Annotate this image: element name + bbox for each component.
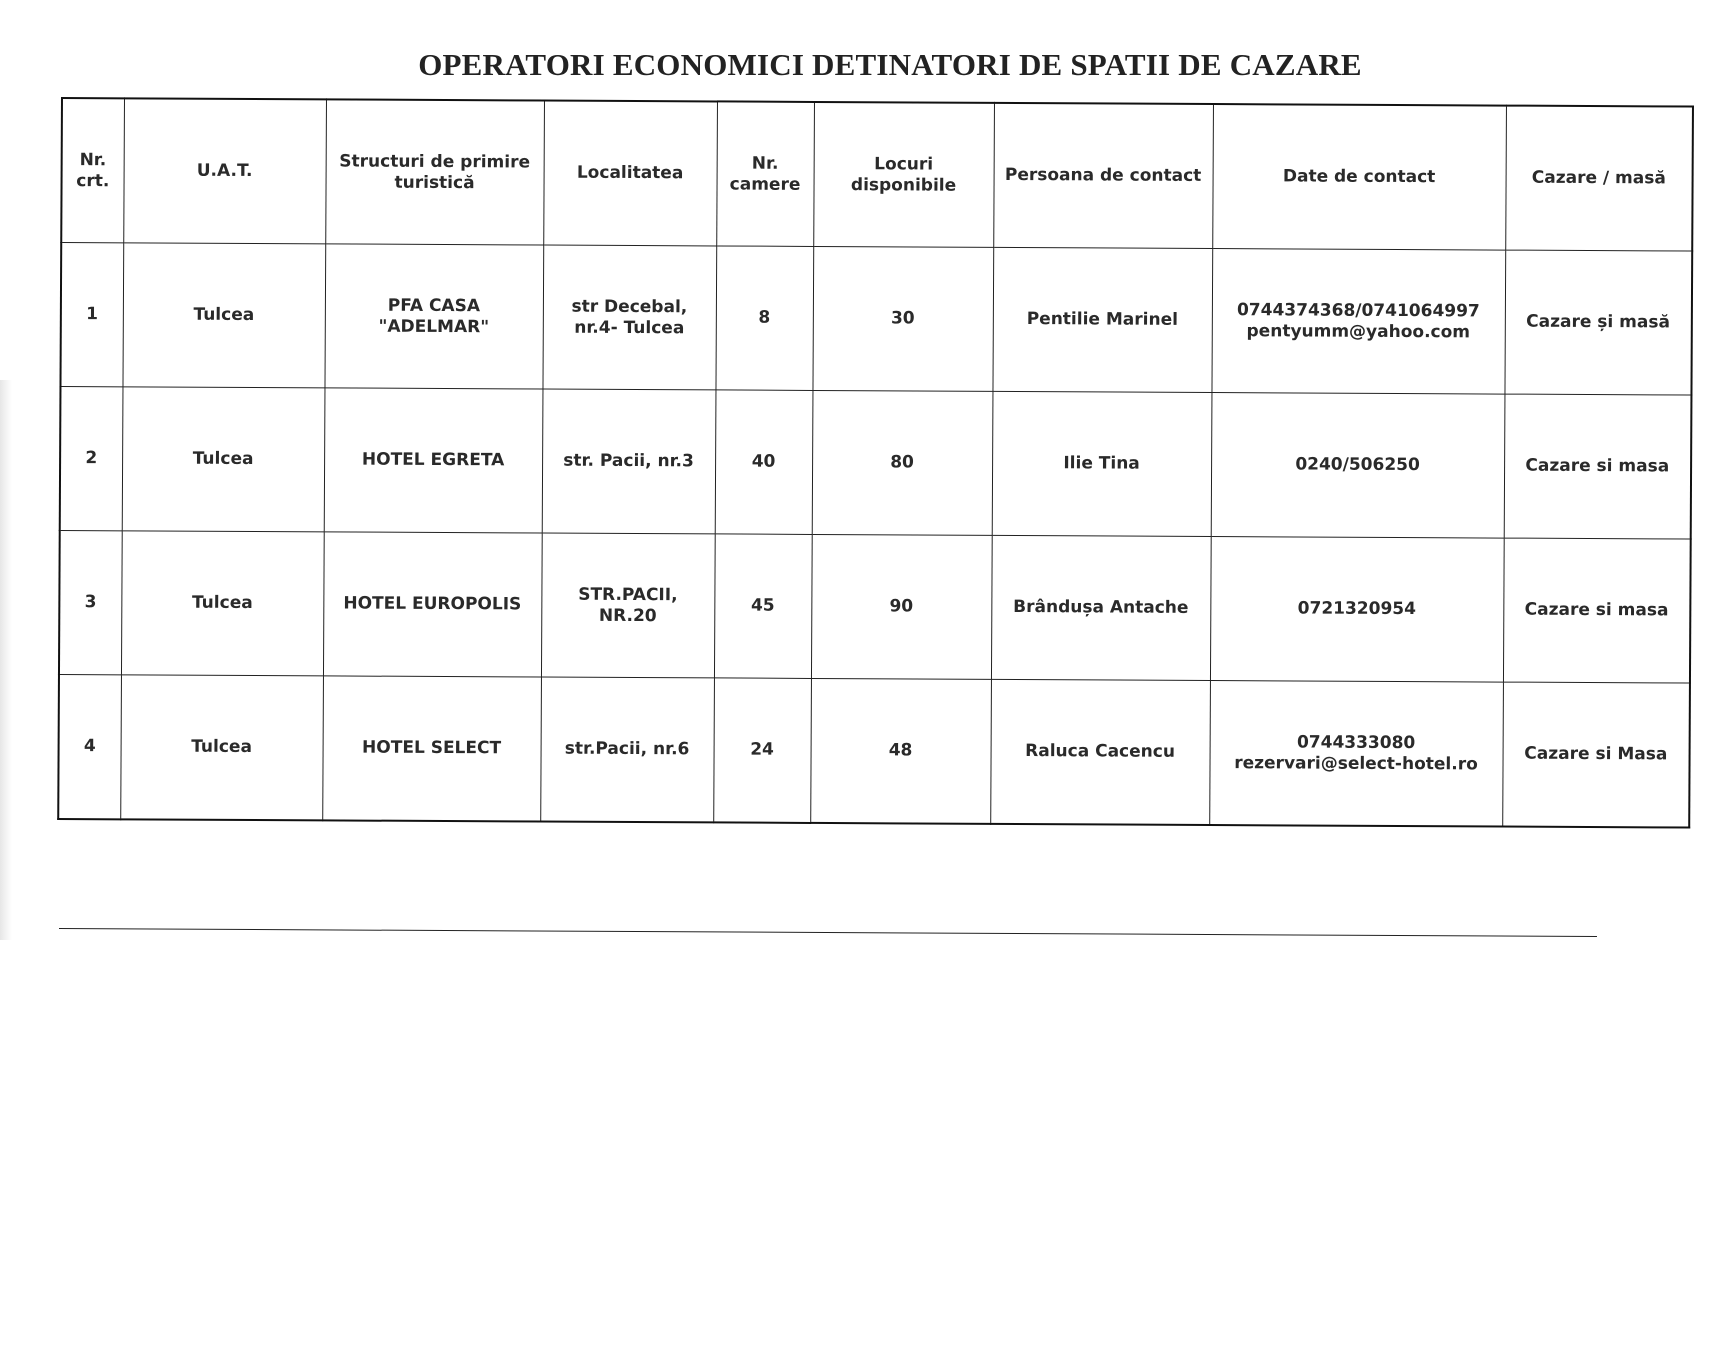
cell-contact: Ilie Tina xyxy=(992,391,1212,536)
cell-date-contact xyxy=(1209,681,1503,827)
header-camere xyxy=(716,101,814,246)
cell-localitate-line2: NR.20 xyxy=(598,605,657,626)
header-contact-label: Persoana de contact xyxy=(1004,164,1202,186)
header-localitate-label: Localitatea xyxy=(576,162,684,184)
cell-nr: 1 xyxy=(60,243,123,387)
page-title: OPERATORI ECONOMICI DETINATORI DE SPATII DE CAZARE xyxy=(418,46,1362,82)
cell-contact: Brândușa Antache xyxy=(991,535,1211,680)
header-camere-line2: camere xyxy=(729,174,801,195)
cell-contact: Raluca Cacencu xyxy=(990,679,1210,825)
cell-camere: 24 xyxy=(713,678,811,823)
cell-localitate-line1: str. Pacii, nr.3 xyxy=(563,450,694,472)
scan-shadow xyxy=(0,380,12,940)
cell-structura-line1: HOTEL SELECT xyxy=(362,737,502,759)
cell-uat: Tulcea xyxy=(121,531,324,676)
cell-email: rezervari@select-hotel.ro xyxy=(1234,752,1478,774)
cell-camere: 45 xyxy=(714,534,812,679)
header-date-contact-label: Date de contact xyxy=(1282,166,1436,188)
cell-structura xyxy=(322,676,541,822)
cell-structura-line1: HOTEL EUROPOLIS xyxy=(343,593,522,615)
cell-locuri: 48 xyxy=(810,678,991,823)
header-row xyxy=(61,98,1693,251)
cell-nr: 4 xyxy=(58,674,121,819)
cell-localitate xyxy=(541,533,715,678)
cell-camere: 40 xyxy=(715,390,813,535)
cell-structura xyxy=(324,388,543,533)
cell-localitate xyxy=(542,389,716,534)
cell-phone: 0240/506250 xyxy=(1295,454,1420,476)
cell-camere: 8 xyxy=(715,246,813,391)
cell-structura-line2: "ADELMAR" xyxy=(378,316,490,337)
header-uat xyxy=(123,98,326,244)
cell-phone: 0744333080 xyxy=(1296,731,1416,753)
header-nr-line1: Nr. xyxy=(79,149,107,170)
table-row xyxy=(58,674,1690,827)
cell-cazare: Cazare și masă xyxy=(1504,250,1692,395)
cell-localitate xyxy=(540,677,714,822)
header-structura xyxy=(325,99,544,245)
header-structura-line2: turistică xyxy=(394,172,475,193)
cell-cazare: Cazare si Masa xyxy=(1502,682,1690,827)
cell-localitate-line2: nr.4- Tulcea xyxy=(574,317,685,338)
header-uat-label: U.A.T. xyxy=(196,160,253,182)
cell-locuri: 80 xyxy=(812,390,993,535)
cell-uat: Tulcea xyxy=(120,675,323,821)
table-row xyxy=(59,530,1691,683)
cell-uat: Tulcea xyxy=(122,243,325,388)
cell-localitate-line1: STR.PACII, xyxy=(578,584,678,605)
cell-cazare: Cazare si masa xyxy=(1504,394,1692,539)
cell-nr: 3 xyxy=(59,530,122,674)
cell-locuri: 30 xyxy=(812,246,993,391)
cell-email: pentyumm@yahoo.com xyxy=(1246,320,1471,342)
header-cazare xyxy=(1505,106,1693,251)
cell-structura-line1: PFA CASA xyxy=(387,295,481,316)
cell-structura-line1: HOTEL EGRETA xyxy=(361,449,505,471)
table-row xyxy=(60,387,1692,540)
footer-rule xyxy=(59,928,1597,937)
cell-localitate-line1: str Decebal, xyxy=(571,296,688,317)
cell-phone: 0721320954 xyxy=(1297,598,1417,620)
header-locuri xyxy=(813,102,994,247)
cell-date-contact xyxy=(1210,537,1504,683)
header-localitate xyxy=(543,101,717,246)
cell-nr: 2 xyxy=(60,387,123,531)
cell-locuri: 90 xyxy=(811,534,992,679)
cell-date-contact xyxy=(1211,393,1505,539)
cell-uat: Tulcea xyxy=(122,387,325,532)
cell-structura xyxy=(323,532,542,677)
header-cazare-label: Cazare / masă xyxy=(1531,167,1666,189)
table-row xyxy=(60,243,1692,396)
header-camere-line1: Nr. xyxy=(751,153,779,174)
cell-localitate-line1: str.Pacii, nr.6 xyxy=(564,738,690,760)
header-contact xyxy=(993,103,1213,249)
header-structura-line1: Structuri de primire xyxy=(339,150,531,172)
table-container xyxy=(57,97,1692,829)
header-nr-line2: crt. xyxy=(76,170,110,191)
accommodation-table xyxy=(57,97,1694,829)
cell-cazare: Cazare si masa xyxy=(1503,538,1691,683)
header-date-contact xyxy=(1212,104,1506,250)
cell-structura xyxy=(324,244,543,389)
cell-localitate xyxy=(542,245,716,390)
header-nr xyxy=(61,98,124,243)
cell-contact: Pentilie Marinel xyxy=(992,247,1212,392)
header-locuri-label: Locuri disponibile xyxy=(850,153,957,196)
cell-phone: 0744374368/0741064997 xyxy=(1236,299,1480,321)
cell-date-contact xyxy=(1211,249,1505,395)
